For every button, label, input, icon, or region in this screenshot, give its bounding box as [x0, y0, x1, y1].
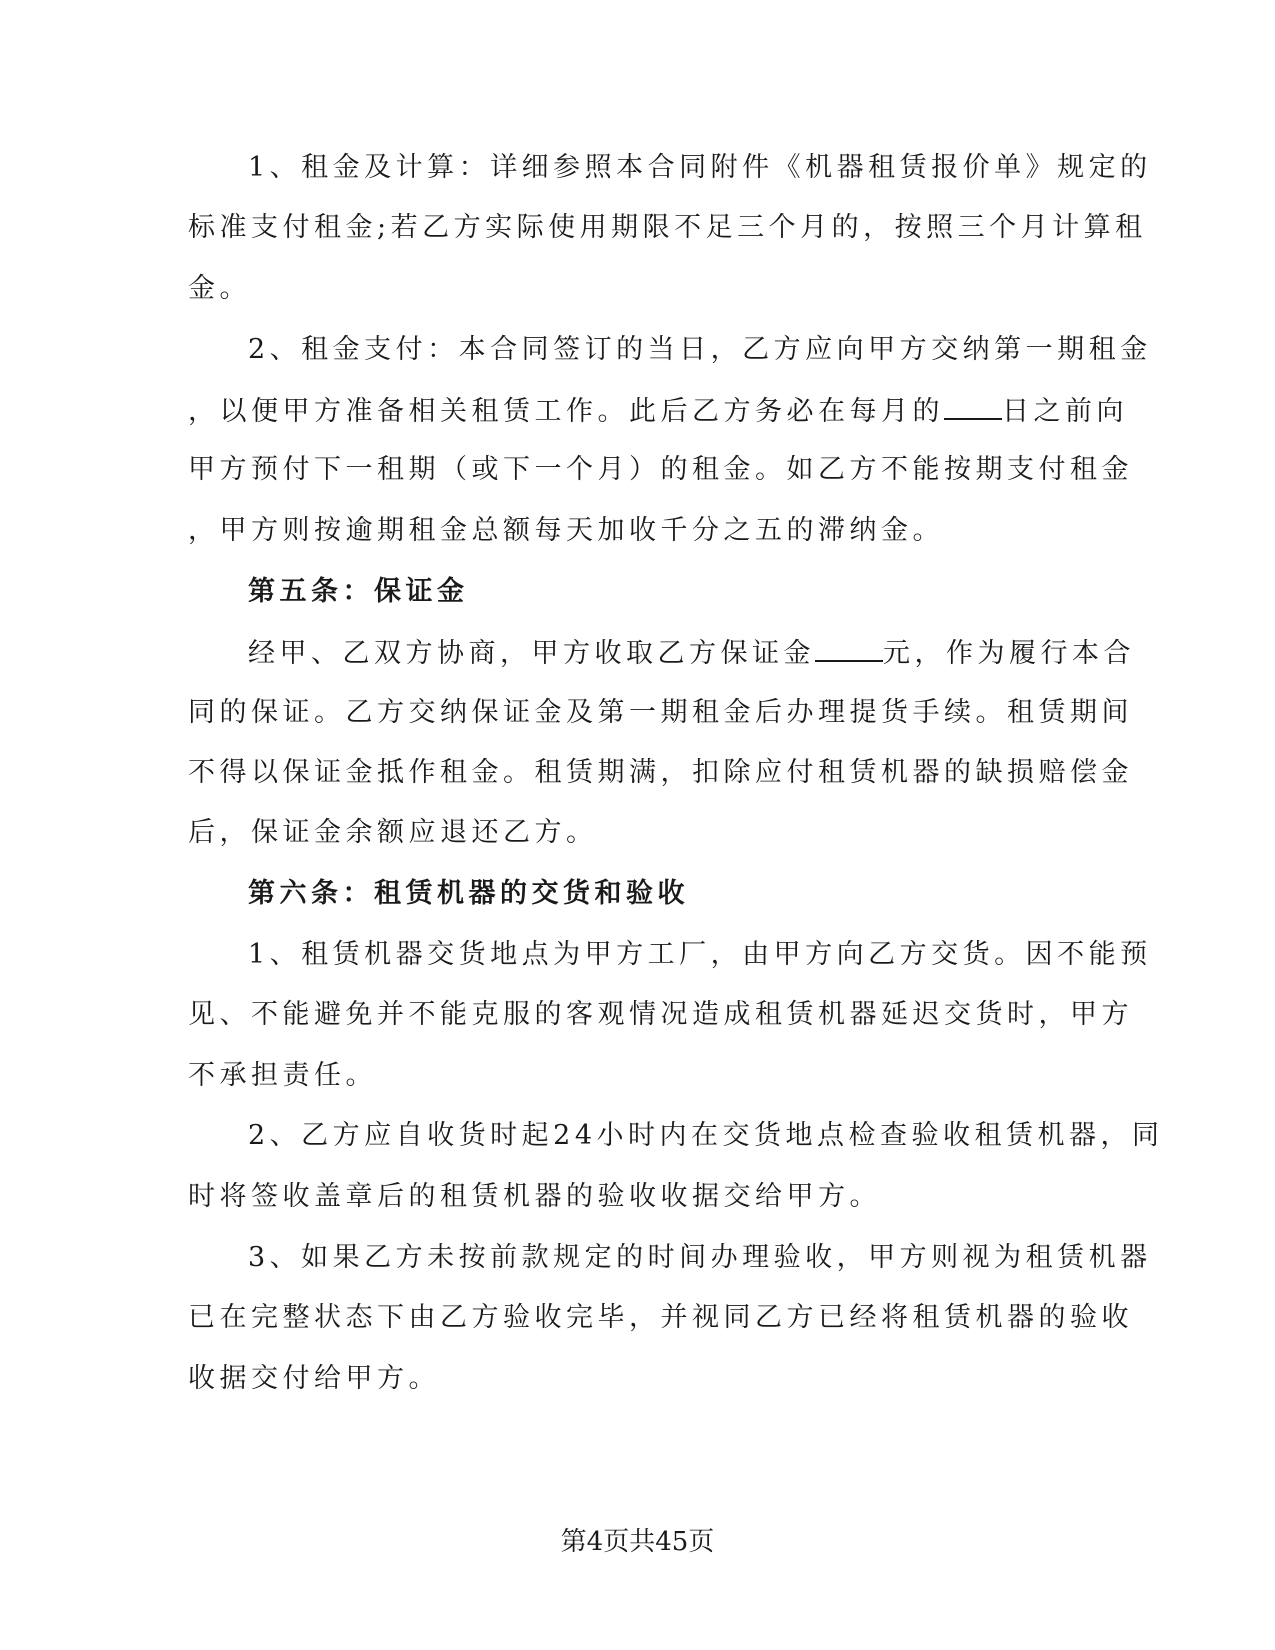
paragraph-line: 不承担责任。 — [188, 1060, 377, 1091]
paragraph-line: 见、不能避免并不能克服的客观情况造成租赁机器延迟交货时，甲方 — [188, 999, 1133, 1030]
section-heading: 第五条：保证金 — [248, 576, 469, 607]
paragraph-line: 同的保证。乙方交纳保证金及第一期租金后办理提货手续。租赁期间 — [188, 697, 1133, 728]
text-segment: 日之前向 — [1002, 396, 1128, 427]
fill-in-blank — [944, 392, 1002, 420]
text-segment: ，以便甲方准备相关租赁工作。此后乙方务必在每月的 — [188, 396, 944, 427]
paragraph-line: ，甲方则按逾期租金总额每天加收千分之五的滞纳金。 — [188, 515, 944, 546]
paragraph-line: 不得以保证金抵作租金。租赁期满，扣除应付租赁机器的缺损赔偿金 — [188, 757, 1133, 788]
paragraph-line: 收据交付给甲方。 — [188, 1363, 440, 1394]
paragraph-line: 2、乙方应自收货时起24小时内在交货地点检查验收租赁机器，同 — [248, 1120, 1164, 1151]
paragraph-line: 1、租赁机器交货地点为甲方工厂，由甲方向乙方交货。因不能预 — [248, 939, 1152, 970]
paragraph-line: 2、租金支付：本合同签订的当日，乙方应向甲方交纳第一期租金 — [248, 334, 1152, 365]
paragraph-line: 甲方预付下一租期（或下一个月）的租金。如乙方不能按期支付租金 — [188, 454, 1133, 485]
text-segment: 元，作为履行本合 — [883, 638, 1135, 669]
paragraph-line: 标准支付租金;若乙方实际使用期限不足三个月的，按照三个月计算租 — [188, 212, 1147, 243]
text-segment: 经甲、乙双方协商，甲方收取乙方保证金 — [248, 638, 815, 669]
paragraph-line: 时将签收盖章后的租赁机器的验收收据交给甲方。 — [188, 1181, 881, 1212]
paragraph-line — [248, 634, 1148, 672]
section-heading: 第六条：租赁机器的交货和验收 — [248, 878, 689, 909]
paragraph-line: 1、租金及计算：详细参照本合同附件《机器租赁报价单》规定的 — [248, 152, 1152, 183]
paragraph-line: 金。 — [188, 273, 251, 304]
paragraph-line — [188, 392, 1128, 430]
fill-in-blank — [815, 634, 883, 662]
page-number-footer: 第4页共45页 — [560, 1527, 715, 1557]
paragraph-line: 已在完整状态下由乙方验收完毕，并视同乙方已经将租赁机器的验收 — [188, 1302, 1133, 1333]
paragraph-line: 3、如果乙方未按前款规定的时间办理验收，甲方则视为租赁机器 — [248, 1242, 1152, 1273]
paragraph-line: 后，保证金余额应退还乙方。 — [188, 817, 598, 848]
